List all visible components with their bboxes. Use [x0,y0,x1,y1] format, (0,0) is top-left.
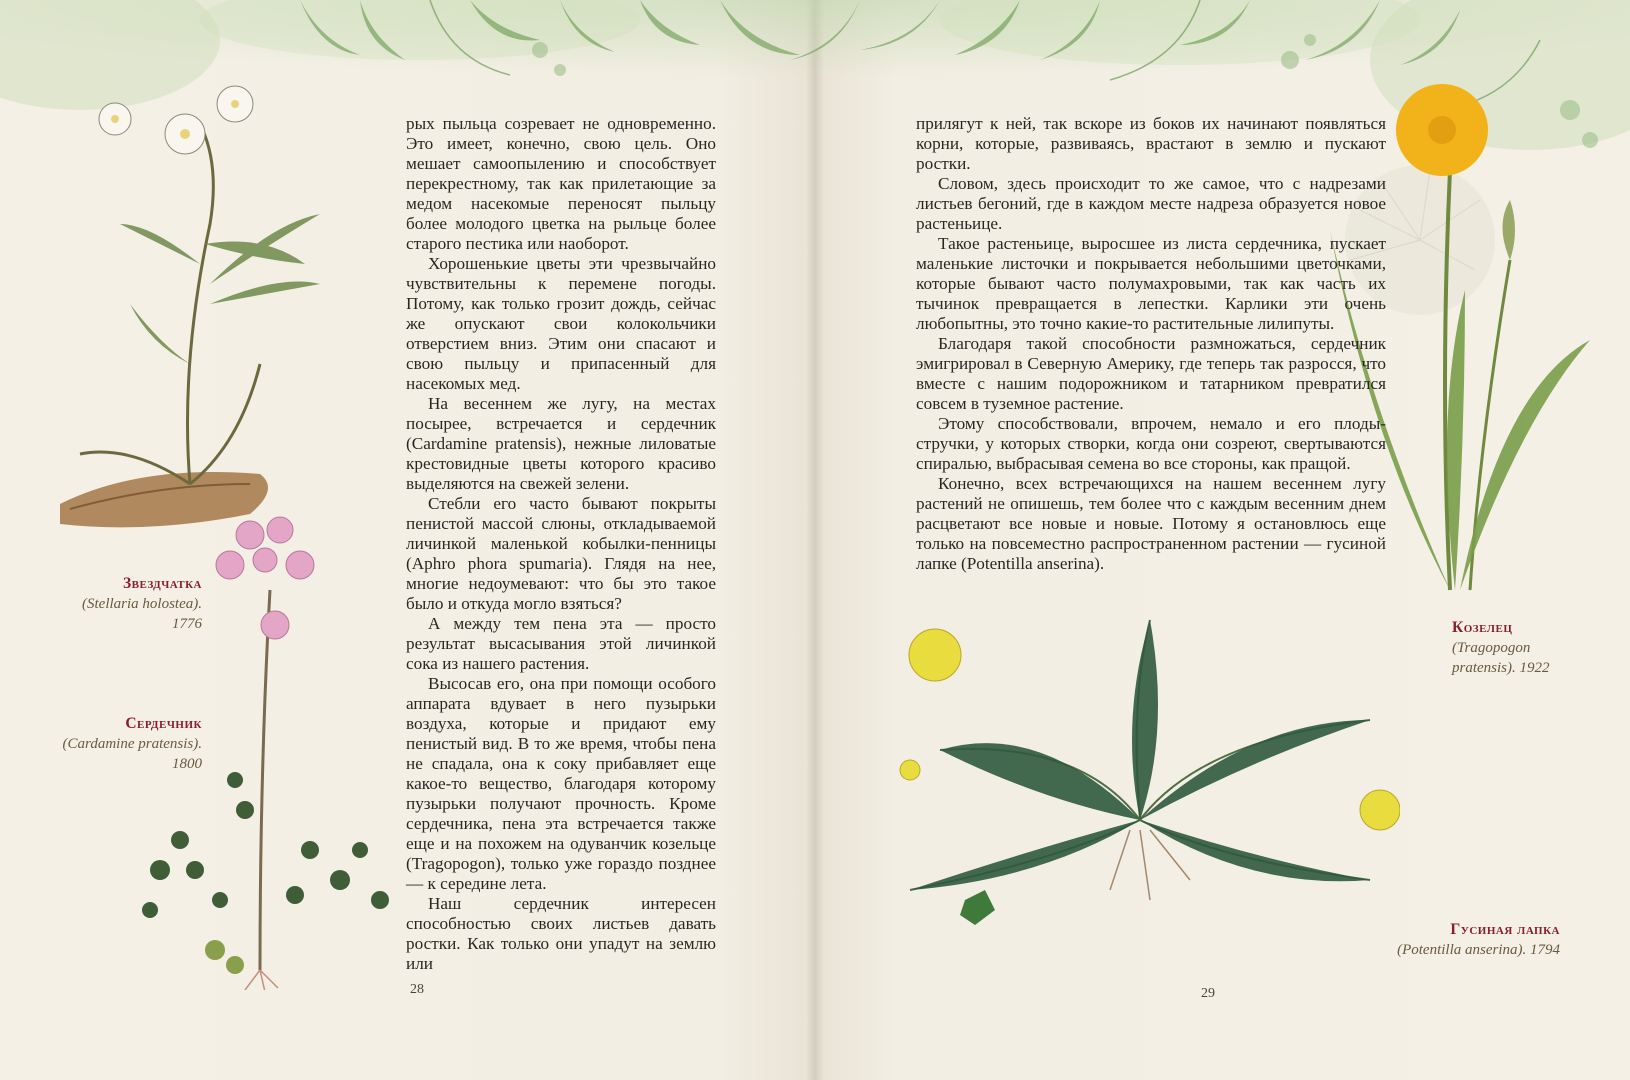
right-paragraph: Такое растеньице, выросшее из листа сердечника, пускает маленькие листочки и покрывается небольшими цветочками, которые бывают часто полумахровыми, так как часть их тычинок превращается в лепестки. Карлики эти очень любопытны, это точно какие-то растительные лилипуты. [916,234,1386,333]
left-paragraph: А между тем пена эта — просто результат высасывания этой личинкой сока из нашего растения. [406,614,716,673]
right-paragraph: Этому способствовали, впрочем, немало и его плоды-стручки, у которых створки, когда они созреют, свертываются спиралью, выбрасывая семена во все стороны, как пращой. [916,414,1386,473]
left-paragraph: Высосав его, она при помощи особого аппарата вдувает в него пузырьки воздуха, которые и придают ему пенистый вид. В то же время, чтобы пена не спадала, она к соку прибавляет еще какое-то вещество, благодаря которому пузырьки получают прочность. Кроме сердечника, пена эта встречается также еще и на похожем на одуванчик козельце (Tragopogon), только уже гораздо позднее — к середине лета. [406,674,716,893]
left-paragraph: рых пыльца созревает не одновременно. Это имеет, конечно, свою цель. Оно мешает самоопылению и способствует перекрестному, так как прилетающие за медом насекомые переносят пыльцу более молодого цветка на рыльце более старого пестика или наоборот. [406,114,716,253]
caption-title: Гусиная лапка [1450,921,1560,938]
left-paragraph: Наш сердечник интересен способностью своих листьев давать ростки. Как только они упадут на землю или [406,894,716,973]
left-paragraph: Хорошенькие цветы эти чрезвычайно чувствительны к перемене погоды. Потому, как только грозит дождь, сейчас же опускают свои колокольчики отверстием вниз. Этим они спасают и свою пыльцу и припасенный для насекомых мед. [406,254,716,393]
caption-latin: (Cardamine pratensis). 1800 [62,736,202,772]
stellaria-illustration [40,64,340,534]
caption-title: Сердечник [125,715,202,732]
right-paragraph: Благодаря такой способности размножаться, сердечник эмигрировал в Северную Америку, где теперь так разросся, что вместе с нашим подорожником и татарником превратился совсем в туземное растение. [916,334,1386,413]
right-paragraph: Конечно, всех встречающихся на нашем весеннем лугу растений не опишешь, тем более что с каждым весенним днем расцветают все новые и новые. Потому я остановлюсь еще только на повсеместно распространенном растении — гусиной лапке (Potentilla anserina). [916,474,1386,573]
caption-stellaria [60,574,202,634]
potentilla-illustration [880,600,1400,970]
caption-latin: (Potentilla anserina). 1794 [1397,942,1560,958]
caption-title: Козелец [1452,619,1513,636]
left-paragraph: На весеннем же лугу, на местах посырее, встречается и сердечник (Cardamine pratensis), нежные лиловатые крестовидные цветы которого красиво выделяются на свежей зелени. [406,394,716,493]
caption-potentilla [1310,920,1560,960]
page-number-left: 28 [410,982,424,997]
caption-latin: (Stellaria holostea). 1776 [82,596,202,632]
right-paragraph: Словом, здесь происходит то же самое, что с надрезами листьев бегоний, где в каждом месте надреза образуется новое растеньице. [916,174,1386,233]
left-text-column [406,114,716,974]
right-paragraph: прилягут к ней, так вскоре из боков их начинают появляться корни, которые, развиваясь, врастают в землю и пускают ростки. [916,114,1386,173]
caption-cardamine [60,714,202,774]
caption-title: Звездчатка [123,575,202,592]
caption-latin: (Tragopogon pratensis). 1922 [1452,640,1550,676]
caption-tragopogon [1452,618,1572,678]
left-paragraph: Стебли его часто бывают покрыты пенистой массой слюны, откладываемой личинкой маленькой кобылки-пенницы (Aphro phora spumaria). Глядя на нее, многие недоумевают: что бы это такое было и откуда могло взяться? [406,494,716,613]
right-text-column [916,114,1386,574]
page-number-right: 29 [1201,986,1215,1001]
